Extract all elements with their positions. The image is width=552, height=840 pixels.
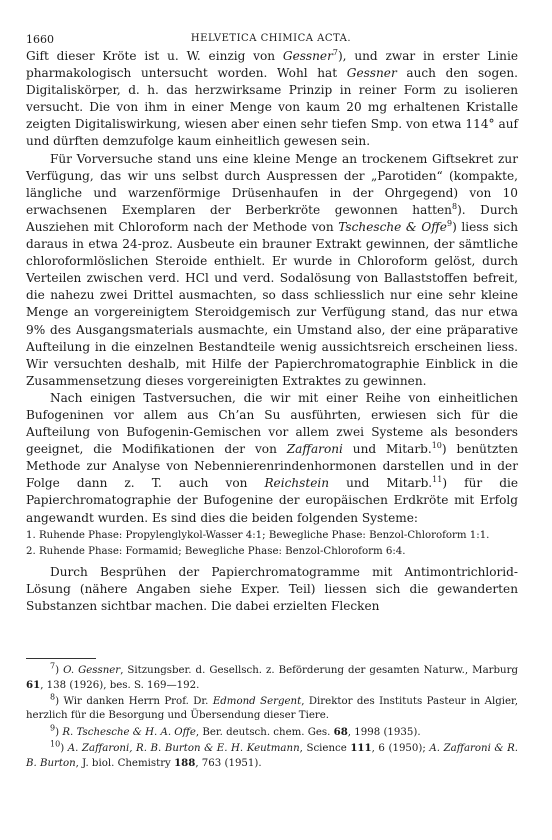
running-title: HELVETICA CHIMICA ACTA. [190, 33, 352, 44]
author-name: Tschesche & Offe [338, 219, 447, 234]
author-name: Reichstein [264, 476, 330, 491]
author-name: Gessner [282, 49, 333, 63]
footnotes [26, 661, 519, 773]
main-text [26, 48, 518, 615]
system-item-1: 1. Ruhende Phase: Propylenglykol-Wasser 4:1; Bewegliche Phase: Benzol-Chloroform 1:1. [26, 529, 490, 541]
footnote-9: $^9$) R. Tschesche & H. A. Offe, Ber. deutsch. chem. Ges. 68, 1998 (1935). [50, 723, 421, 738]
footnote-ref: 11 [432, 475, 443, 485]
footnote-ref: 7 [332, 47, 338, 57]
author-name: Zaffaroni [286, 442, 343, 457]
paragraph-1: Gift dieser Kröte ist u. W. einzig von Gessner$^7$), und zwar in erster Linie pharmakologisch untersucht worden. Wohl hat Gessner auch den sogen. Digitaliskörper, d. h. das herzwirksame Prinzip in reiner Form zu isolieren versucht. Die von ihm in einer Menge von kaum 20 mg erhaltenen Kristalle zeigten Digitaliswirkung, wiesen aber einen sehr tiefen Smp. von etwa 114° auf und dürften demzufolge kaum einheitlich gewesen sein. [26, 47, 518, 149]
footnote-divider [26, 658, 96, 659]
footnote-ref: 9 [446, 218, 453, 228]
page-header [26, 33, 516, 47]
footnote-ref: 8 [451, 201, 458, 211]
footnote-7: $^7$) O. Gessner, Sitzungsber. d. Gesellsch. z. Beförderung der gesamten Naturw., Marburg 61, 138 (1926), bes. S. 169—192. [26, 661, 518, 692]
author-name: Gessner [346, 66, 397, 81]
systems-list [26, 529, 518, 560]
system-item-2: 2. Ruhende Phase: Formamid; Bewegliche Phase: Benzol-Chloroform 6:4. [26, 546, 406, 558]
footnote-10: $^{10}$) A. Zaffaroni, R. B. Burton & E. H. Keutmann, Science 111, 6 (1950); A. Zaffaroni & R. B. Burton, J. biol. Chemistry 188, 763 (1951). [26, 739, 518, 770]
footnote-ref: 10 [431, 441, 442, 451]
paragraph-3: Nach einigen Tastversuchen, die wir mit einer Reihe von einheitlichen Bufogeninen vor allem aus Ch’an Su ausführten, erwiesen sich für die Aufteilung von Bufogenin-Gemischen vor allem zwei Systeme als besonders geeignet, die Modifikationen der von Zaffaroni und Mitarb.$^{10}$) benützten Methode zur Analyse von Nebennierenrindenhormonen darstellen und in der Folge dann z. T. auch von Reichstein und Mitarb.$^{11}$) für die Papierchromatographie der Bufogenine der europäischen Erdkröte mit Erfolg angewandt wurden. Es sind dies die beiden folgenden Systeme: [26, 390, 519, 525]
page-number: 1660 [26, 33, 54, 46]
footnote-8: $^8$) Wir danken Herrn Prof. Dr. Edmond Sergent, Direktor des Instituts Pasteur in Algier, herzlich für die Besorgung und Übersendung dieser Tiere. [26, 692, 519, 722]
paragraph-2: Für Vorversuche stand uns eine kleine Menge an trockenem Giftsekret zur Verfügung, das wir uns selbst durch Auspressen der „Parotiden“ (kompakte, längliche und warzenförmige Drüsenhaufen in der Ohrgegend) von 10 erwachsenen Exemplaren der Berberkröte gewonnen hatten$^8$). Durch Ausziehen mit Chloroform nach der Methode von Tschesche & Offe$^9$) liess sich daraus in etwa 24-proz. Ausbeute ein brauner Extrakt gewinnen, der sämtliche chloroformlöslichen Steroide enthielt. Er wurde in Chloroform gelöst, durch Verteilen zwischen verd. HCl und verd. Sodalösung von Ballaststoffen befreit, die nahezu zwei Drittel ausmachten, so dass schliesslich nur eine sehr kleine Menge an vorgereinigtem Steroidgemisch zur Verfügung stand, das nur etwa 9% des Ausgangsmaterials ausmachte, ein Umstand also, der eine präparative Aufteilung in die einzelnen Bestandteile wenig aussichtsreich erscheinen liess. Wir versuchten deshalb, mit Hilfe der Papierchromatographie Einblick in die Zusammensetzung dieses vorgereinigten Extraktes zu gewinnen. [26, 151, 518, 388]
paragraph-4: Durch Besprühen der Papierchromatogramme mit Antimontrichlorid-Lösung (nähere Angaben siehe Exper. Teil) liessen sich die gewanderten Substanzen sichtbar machen. Die dabei erzielten Flecken [26, 564, 518, 613]
